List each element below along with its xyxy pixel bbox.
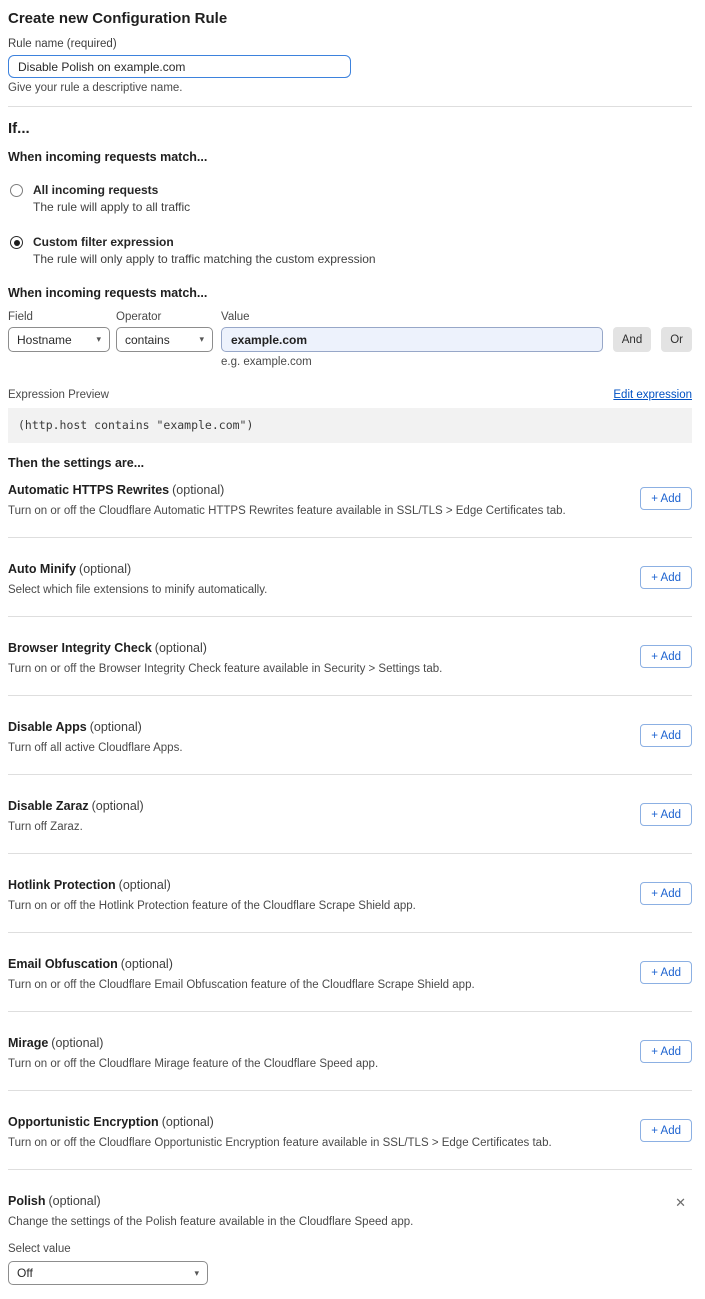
setting-optional-tag: (optional): [161, 1115, 214, 1129]
option-custom-filter-expression: [8, 235, 692, 266]
setting-optional-tag: (optional): [91, 799, 144, 813]
radio-description: The rule will apply to all traffic: [33, 200, 191, 214]
add-button-mirage[interactable]: + Add: [640, 1040, 692, 1063]
setting-description: Turn on or off the Browser Integrity Check feature available in Security > Settings tab.: [8, 663, 443, 675]
setting-optional-tag: (optional): [118, 878, 171, 892]
setting-name: Disable Zaraz: [8, 799, 89, 813]
radio-label: All incoming requests: [33, 183, 159, 197]
setting-description: Turn on or off the Cloudflare Email Obfuscation feature of the Cloudflare Scrape Shield app.: [8, 979, 475, 991]
then-settings-heading: Then the settings are...: [8, 456, 145, 470]
setting-opportunistic-encryption: [8, 1091, 692, 1170]
setting-optional-tag: (optional): [120, 957, 173, 971]
setting-disable-zaraz: [8, 775, 692, 854]
value-input[interactable]: [221, 327, 603, 352]
option-all-incoming-requests: [8, 183, 692, 214]
page-title: Create new Configuration Rule: [8, 10, 228, 27]
rule-name-label: Rule name (required): [8, 38, 117, 50]
setting-browser-integrity-check: [8, 617, 692, 696]
rule-name-input[interactable]: [8, 55, 351, 78]
rule-name-helper: Give your rule a descriptive name.: [8, 82, 183, 94]
setting-description: Turn on or off the Cloudflare Opportunistic Encryption feature available in SSL/TLS > Edge Certificates tab.: [8, 1137, 552, 1149]
setting-name: Auto Minify: [8, 562, 77, 576]
setting-description: Turn on or off the Cloudflare Mirage feature of the Cloudflare Speed app.: [8, 1058, 379, 1070]
expression-builder-column-labels: [8, 311, 692, 324]
field-select-value: Hostname: [17, 332, 72, 347]
setting-description: Select which file extensions to minify automatically.: [8, 584, 268, 596]
radio-description: The rule will only apply to traffic matching the custom expression: [33, 252, 376, 266]
setting-name: Automatic HTTPS Rewrites: [8, 483, 170, 497]
setting-optional-tag: (optional): [48, 1194, 101, 1208]
expression-preview-header: [8, 388, 692, 402]
close-icon[interactable]: ✕: [675, 1195, 686, 1210]
add-button-opportunistic-encryption[interactable]: + Add: [640, 1119, 692, 1142]
chevron-down-icon: ▾: [199, 334, 204, 344]
incoming-requests-match-heading: When incoming requests match...: [8, 150, 208, 164]
setting-optional-tag: (optional): [79, 562, 132, 576]
setting-description: Turn on or off the Hotlink Protection feature of the Cloudflare Scrape Shield app.: [8, 900, 416, 912]
add-button-disable-zaraz[interactable]: + Add: [640, 803, 692, 826]
add-button-disable-apps[interactable]: + Add: [640, 724, 692, 747]
chevron-down-icon: ▾: [194, 1267, 199, 1278]
or-button[interactable]: Or: [661, 327, 692, 352]
setting-optional-tag: (optional): [51, 1036, 104, 1050]
setting-optional-tag: (optional): [172, 483, 225, 497]
add-button-automatic-https-rewrites[interactable]: + Add: [640, 487, 692, 510]
operator-select[interactable]: [116, 327, 213, 352]
expression-preview-code: (http.host contains "example.com"): [8, 408, 692, 443]
setting-polish: [8, 1170, 692, 1285]
setting-name: Opportunistic Encryption: [8, 1115, 159, 1129]
field-select[interactable]: [8, 327, 110, 352]
add-button-browser-integrity-check[interactable]: + Add: [640, 645, 692, 668]
setting-name: Disable Apps: [8, 720, 87, 734]
radio-label: Custom filter expression: [33, 235, 174, 249]
setting-name: Browser Integrity Check: [8, 641, 152, 655]
chevron-down-icon: ▾: [96, 334, 101, 344]
setting-name: Hotlink Protection: [8, 878, 116, 892]
setting-email-obfuscation: [8, 933, 692, 1012]
polish-select-value: Off: [17, 1266, 33, 1280]
value-helper: e.g. example.com: [221, 356, 312, 368]
edit-expression-link[interactable]: Edit expression: [613, 389, 692, 401]
setting-optional-tag: (optional): [89, 720, 142, 734]
setting-name: Mirage: [8, 1036, 49, 1050]
setting-name: Email Obfuscation: [8, 957, 118, 971]
polish-select-label: Select value: [8, 1243, 71, 1255]
expression-preview-label: Expression Preview: [8, 389, 109, 401]
setting-name: Polish: [8, 1194, 46, 1208]
radio-all-incoming-requests[interactable]: [10, 184, 23, 197]
setting-description: Turn on or off the Cloudflare Automatic HTTPS Rewrites feature available in SSL/TLS > Edge Certificates tab.: [8, 505, 566, 517]
setting-automatic-https-rewrites: [8, 471, 692, 538]
operator-select-value: contains: [125, 332, 170, 347]
operator-label: Operator: [116, 311, 162, 323]
if-heading: If...: [8, 120, 30, 137]
polish-value-select[interactable]: [8, 1261, 208, 1285]
setting-description: Change the settings of the Polish feature available in the Cloudflare Speed app.: [8, 1216, 414, 1228]
expression-builder-heading: When incoming requests match...: [8, 286, 208, 300]
radio-custom-filter-expression[interactable]: [10, 236, 23, 249]
and-button[interactable]: And: [613, 327, 651, 352]
setting-description: Turn off Zaraz.: [8, 821, 83, 833]
setting-hotlink-protection: [8, 854, 692, 933]
setting-mirage: [8, 1012, 692, 1091]
expression-builder-row: [8, 327, 692, 352]
setting-auto-minify: [8, 538, 692, 617]
add-button-email-obfuscation[interactable]: + Add: [640, 961, 692, 984]
value-label: Value: [221, 311, 250, 323]
field-label: Field: [8, 311, 33, 323]
section-divider: [8, 106, 692, 107]
setting-disable-apps: [8, 696, 692, 775]
add-button-auto-minify[interactable]: + Add: [640, 566, 692, 589]
add-button-hotlink-protection[interactable]: + Add: [640, 882, 692, 905]
setting-description: Turn off all active Cloudflare Apps.: [8, 742, 183, 754]
setting-optional-tag: (optional): [154, 641, 207, 655]
